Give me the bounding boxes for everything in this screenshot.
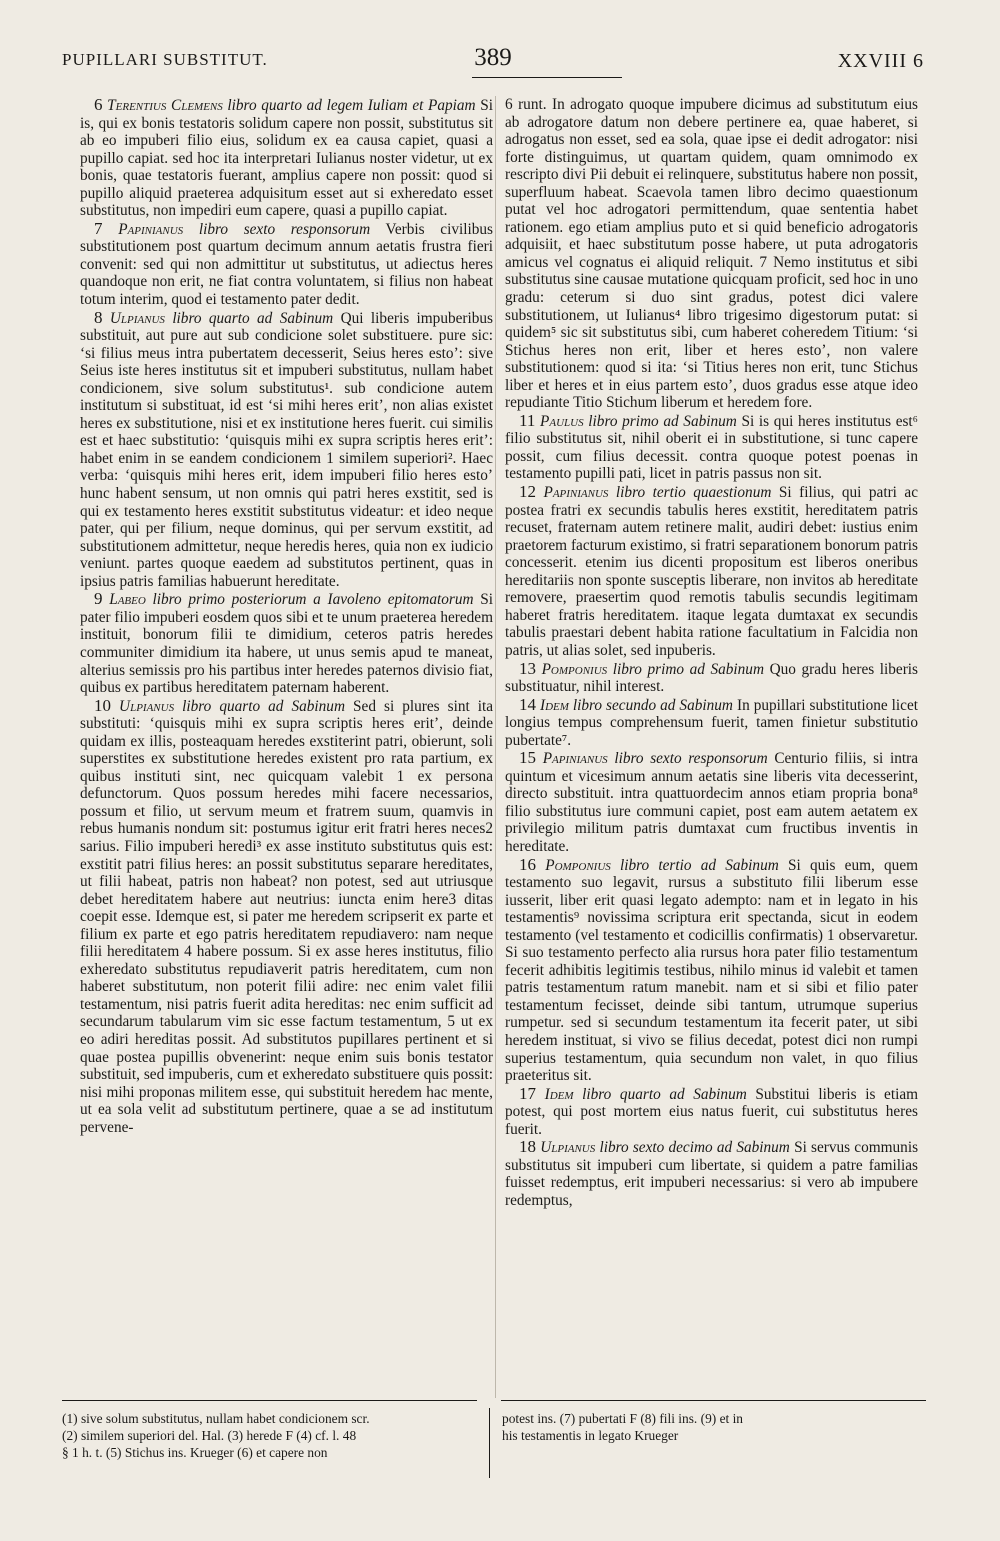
- fragment-text: Centurio filiis, si intra quintum et vicesimum annum aetatis sine liberis vita decesserint, directo substituit. intra quattuordecim annos etiam propria bona⁸ filio substitutus iure communi capiet, post eam autem aetatem ex privilegio militum patris dumtaxat cum fructibus inventis in hereditate.: [505, 750, 918, 855]
- fragment-6: 6 Terentius Clemens libro quarto ad legem Iuliam et Papiam Si is, qui ex bonis testatoris solidum capere non possit, substitutus sit ab eo impuberi filio eius, solidum ex ea causa capiet, quasi a pupillo capiat. sed hoc ita interpretari Iulianus noster videtur, ut ex bonis, quae testatoris fuerant, amplius capere non possit: quod si pupillo aliquid praeterea adquisitum esset aut si exheredato esset substitutus, non impediri eum capere, quasi a pupillo capiat.: [80, 95, 493, 220]
- fragment-author: Papinianus: [118, 220, 184, 238]
- fragment-15: 15 Papinianus libro sexto responsorum Centurio filiis, si intra quintum et vicesimum annum aetatis sine liberis vita decesserint, directo substituit. intra quattuordecim annos etiam propria bona⁸ filio substitutus iure communi capiet, post eam autem aetatem ex privilegio militum patris dumtaxat cum fructibus inventis in hereditate.: [505, 748, 918, 855]
- fragment-source: libro sexto responsorum: [614, 750, 768, 768]
- fragment-text: Si pater filio impuberi eosdem quos sibi et te unum praeterea heredem instituit, bonorum filii te dimidium, ceteros patris heredes communiter dimidium ita habere, ut unus semis apud te maneat, alterius semissis pro his partibus inter heredes paternos divisio fiat, quibus ex partibus hereditatem paternam haberent.: [80, 591, 493, 697]
- fragment-text: Qui liberis impuberibus substituit, aut pure aut sub condicione solet substituere. pure sic: ‘si filius meus intra pubertatem decesserit, Seius heres esto’: sive Seius iste heres institutus sit et impuberi substitutus, nullam habet condicionem, sive solum substitutus¹. sub condicione autem institutum si substituat, id est ‘si mihi heres erit’, non alias existet heres ex substitutione, nisi et ex institutione heres fuerit. cui similis est et haec substitutio: ‘quisquis mihi ex supra scriptis heres erit’: habet enim in se eandem condicionem 1 similem superiori². Haec verba: ‘quisquis mihi heres erit, idem impuberi filio heres esto’ hunc habent sensum, ut non omnis qui patri heres exstitit, sed is qui ex testamento heres exstitit substitutus videatur: et ideo neque pater, qui per filium, neque dominus, qui per servum exstitit, ad substitutionem admittetur, neque heredis heres, quia non ex iudicio veniunt. partes quoque eaedem ad substitutos pertinent, quas in ipsius patris familias habuerunt hereditate.: [80, 309, 494, 590]
- running-title: PUPILLARI SUBSTITUT.: [62, 50, 268, 69]
- fragment-source: libro quarto ad Sabinum: [582, 1085, 747, 1103]
- fragment-17: 17 Idem libro quarto ad Sabinum Substitui liberis is etiam potest, qui post mortem eius natus fuerit, cui substitutus heres fuerit.: [505, 1083, 919, 1138]
- fragment-source: libro tertio ad Sabinum: [620, 856, 779, 874]
- footnote-rule-right: [501, 1400, 926, 1401]
- footnote-line: potest ins. (7) pubertati F (8) fili ins. (9) et in: [502, 1411, 743, 1426]
- fragment-source: libro quarto ad Sabinum: [182, 697, 345, 715]
- fragment-text: Si is, qui ex bonis testatoris solidum capere non possit, substitutus sit ab eo impuberi filio eius, solidum ex ea causa capiet, quasi a pupillo capiat. sed hoc ita interpretari Iulianus noster videtur, ut ex bonis, quae testatoris fuerant, amplius capere non possit: quod si pupillo aliquid praeterea adquisitum esset aut si exheredato esset substitutus, non impediri eum capere, quasi a pupillo capiat.: [80, 97, 493, 220]
- fragment-author: Labeo: [109, 591, 146, 609]
- fragment-18: 18 Ulpianus libro sexto decimo ad Sabinum Si servus communis substitutus sit impuberi cum libertate, si quidem a patre familias fuisset redemptus, erit impuberi necessarius: si vero ab impubere redemptus,: [505, 1137, 919, 1209]
- fragment-author: Papinianus: [543, 484, 609, 502]
- fragment-source: libro quarto ad legem Iuliam et Papiam: [227, 97, 476, 114]
- footnotes-left: [62, 1410, 480, 1461]
- fragment-author: Pomponius: [545, 856, 611, 874]
- right-column: [505, 96, 918, 1209]
- page-number: 389: [474, 44, 512, 71]
- fragment-source: libro sexto responsorum: [198, 220, 371, 238]
- fragment-text: 6 runt. In adrogato quoque impubere dicimus ad substitutum eius ab adrogatore datum non debere pertinere ea, quae haberet, si adrogatus non esset, sed ea sola, quae ipse ei dedit adrogator: nisi forte distinguimus, ut quartam quidem, quam omnimodo ex rescripto divi Pii debuit ei relinquere, substitutus habere non possit, superfluum habeat. Scaevola tamen libro decimo quaestionum putat vel hoc adrogatori permittendum, quae sententia habet rationem. ego etiam amplius puto et si quid beneficio adrogatoris adquisiit, et haec substitutum posse habere, ut puta adrogatoris amicus vel cognatus ei aliquid reliquit. 7 Nemo institutus et sibi substitutus sine causae mutatione quicquam proficit, sed hoc in uno gradu: ceterum si duo sint gradus, potest dici valere substitutionem, ut Iulianus⁴ libro trigesimo digestorum putat: si quidem⁵ sic sit substitutus sibi, cum haberet coheredem Titium: ‘si Stichus heres non erit, liber et heres esto’, non valere substitutionem: quod si ita: ‘si Titius heres non erit, tunc Stichus liber et heres et in eius partem esto’, duos gradus esse atque ideo repudiante Titio Stichum liberum et heredem fore.: [505, 96, 918, 412]
- fragment-source: libro secundo ad Sabinum: [572, 696, 733, 714]
- fragment-10: 10 Ulpianus libro quarto ad Sabinum Sed si plures sint ita substituti: ‘quisquis mihi ex supra scriptis heres erit’, deinde quidam ex illis, posteaquam heredes exstiterint patri, obierunt, soli superstites ex substitutione heredes existent pro rata partium, ex quibus instituti sint, nec quicquam valebit 1 ex persona defunctorum. Quos possum heredes mihi facere necessarios, possum et filio, ut servum meum et fratrem suum, quamvis in rebus humanis nondum sit: postumus igitur erit fratri heres neces2 sarius. Filio impuberi heredi³ ex asse instituto substitutus quis est: exstitit patri filius heres: an possit substitutus separare hereditates, ut filii habeat, patris non habeat? non potest, sed aut utriusque debet hereditatem habere aut neutrius: iuncta enim here3 ditas coepit esse. Idemque est, si pater me heredem scripserit ex parte et filium ex parte et ego patris hereditatem repudiavero: nam neque filii hereditatem 4 habere possum. Si ex asse heres institutus, filio exheredato substitutus repudiaverit patris hereditatem, cum non haberet substitutum, non poterit filii adire: nec enim valet filii testamentum, nisi patris fuerit adita hereditas: nec enim sufficit ad secundarum tabularum vim sic esse factum testamentum, 5 ut ex eo adiri hereditas possit. Ad substitutos pupillares pertinent et si quae postea pupillis obvenerint: neque enim suis bonis testator substituit, sed impuberis, cum et exheredato substituere quis possit: nisi mihi proponas militem esse, qui substituit heredem hac mente, ut ea sola velit ad substitutum pertinere, quae a se ad institutum pervene-: [80, 695, 494, 1136]
- fragment-author: Papinianus: [542, 750, 608, 768]
- fragment-11: 11 Paulus libro primo ad Sabinum Si is qui heres institutus est⁶ filio substitutus sit, nihil oberit ei in substitutione, si tunc capere possit, cum filius decessit. contra quoque potest poenas in testamento pupilli pati, licet in patris passus non sit.: [505, 410, 919, 483]
- running-header: [62, 44, 924, 80]
- fragment-text: In pupillari substitutione licet longius tempus comprehensum fuerit, tamen finietur substitutio pubertate⁷.: [505, 696, 918, 749]
- fragment-text: Si servus communis substitutus sit impuberi cum libertate, si quidem a patre familias fuisset redemptus, erit impuberi necessarius: si vero ab impubere redemptus,: [505, 1139, 919, 1209]
- fragment-text: Substitui liberis is etiam potest, qui post mortem eius natus fuerit, cui substitutus heres fuerit.: [505, 1085, 919, 1138]
- fragment-author: Pomponius: [541, 660, 608, 678]
- footnote-line: § 1 h. t. (5) Stichus ins. Krueger (6) et capere non: [62, 1445, 328, 1460]
- fragment-12: 12 Papinianus libro tertio quaestionum Si filius, qui patri ac postea fratri ex secundis tabulis heres exstitit, hereditatem patris recuset, fraternam autem retinere malit, audiri debet: iustius enim praetorem facturum existimo, si fratri separationem bonorum patris concesserit. etenim ius dicenti propositum est liberos oneribus hereditariis non sponte susceptis liberare, non invitos ab hereditate removere, praesertim quod remotis tabulis secundis legitimam haberet fratris hereditatem. itaque legata dumtaxat ex secundis tabulis praestari debent habita ratione facultatium in Falcidia non patris, ut alias solet, sed inpuberis.: [505, 482, 918, 659]
- fragment-author: Ulpianus: [119, 697, 175, 715]
- fragment-14: 14 Idem libro secundo ad Sabinum In pupillari substitutione licet longius tempus comprehensum fuerit, tamen finietur substitutio pubertate⁷.: [505, 694, 918, 749]
- fragment-author: Idem: [539, 696, 569, 714]
- fragment-source: libro tertio quaestionum: [615, 484, 772, 502]
- fragment-source: libro primo ad Sabinum: [588, 412, 737, 430]
- footnote-divider: [489, 1408, 490, 1478]
- left-column: [80, 96, 493, 1136]
- fragment-source: libro quarto ad Sabinum: [172, 309, 334, 327]
- footnote-line: (1) sive solum substitutus, nullam habet condicionem scr.: [62, 1411, 370, 1426]
- footnote-line: (2) similem superiori del. Hal. (3) herede F (4) cf. l. 48: [62, 1428, 357, 1443]
- column-divider: [495, 96, 496, 1398]
- fragment-source: libro primo posteriorum a Iavoleno epitomatorum: [152, 591, 474, 609]
- fragment-8: 8 Ulpianus libro quarto ad Sabinum Qui liberis impuberibus substituit, aut pure aut sub condicione solet substituere. pure sic: ‘si filius meus intra pubertatem decesserit, Seius heres esto’: sive Seius iste heres institutus sit et impuberi substitutus, nullam habet condicionem, sive solum substitutus¹. sub condicione autem institutum si substituat, id est ‘si mihi heres erit’, non alias existet heres ex substitutione, nisi et ex institutione heres fuerit. cui similis est et haec substitutio: ‘quisquis mihi ex supra scriptis heres erit’: habet enim in se eandem condicionem 1 similem superiori². Haec verba: ‘quisquis mihi heres erit, idem impuberi filio heres esto’ hunc habent sensum, ut non omnis qui patri heres exstitit, sed is qui ex testamento heres exstitit substitutus videatur: et ideo neque pater, qui per filium, neque dominus, qui per servum exstitit, ad substitutionem admittetur, neque heredis heres, quia non ex iudicio veniunt. partes quoque eaedem ad substitutos pertinent, quas in ipsius patris familias habuerunt hereditate.: [80, 307, 494, 590]
- footnote-rule-left: [62, 1400, 477, 1401]
- fragment-10-continued: [505, 96, 918, 412]
- footnote-line: his testamentis in legato Krueger: [502, 1428, 679, 1443]
- fragment-13: 13 Pomponius libro primo ad Sabinum Quo gradu heres liberis substituatur, nihil interest.: [505, 658, 918, 696]
- fragment-text: Sed si plures sint ita substituti: ‘quisquis mihi ex supra scriptis heres erit’, deinde quidam ex illis, posteaquam heredes exstiterint patri, obierunt, soli superstites ex substitutione heredes existent pro rata partium, ex quibus instituti sint, nec quicquam valebit 1 ex persona defunctorum. Quos possum heredes mihi facere necessarios, possum et filio, ut servum meum et fratrem suum, quamvis in rebus humanis nondum sit: postumus igitur erit fratri heres neces2 sarius. Filio impuberi heredi³ ex asse instituto substitutus quis est: exstitit patri filius heres: an possit substitutus separare hereditates, ut filii habeat, patris non habeat? non potest, sed aut utriusque debet hereditatem habere aut neutrius: iuncta enim here3 ditas coepit esse. Idemque est, si pater me heredem scripserit ex parte et filium ex parte et ego patris hereditatem repudiavero: nam neque filii hereditatem 4 habere possum. Si ex asse heres institutus, filio exheredato substitutus repudiaverit patris hereditatem, cum non haberet substitutum, non poterit filii adire: nec enim valet filii testamentum, nisi patris fuerit adita hereditas: nec enim sufficit ad secundarum tabularum vim sic esse factum testamentum, 5 ut ex eo adiri hereditas possit. Ad substitutos pupillares pertinent et si quae postea pupillis obvenerint: neque enim suis bonis testator substituit, sed impuberis, cum et exheredato substituere quis possit: nisi mihi proponas militem esse, qui substituit heredem hac mente, ut ea sola velit ad substitutum pertinere, quae a se ad institutum pervene-: [80, 697, 494, 1136]
- fragment-author: Ulpianus: [540, 1139, 596, 1157]
- fragment-author: Idem: [544, 1085, 574, 1103]
- footnotes-right: [502, 1410, 926, 1444]
- fragment-16: 16 Pomponius libro tertio ad Sabinum Si quis eum, quem testamento suo legavit, rursus a substituto filii liberum esse iusserit, liber erit quasi legato adempto: nam et in legato in his testamentis⁹ novissima scriptura erit spectanda, sicut in eodem testamento (vel testamento et codicillis confirmatis) 1 observaretur. Si suo testamento perfecto alia rursus hora pater filio testamentum fecerit adhibitis legitimis testibus, nihilo minus id valebit et tamen patris testamentum ratum manebit. nam et si sibi et filio pater testamentum fecisset, deinde sibi tantum, utrumque superius rumpetur. sed si secundum testamentum ita fecerit pater, ut sibi heredem instituat, si vivo se filius decedat, potest dici non rumpi superius testamentum, quia secundum non valet, in quo filius praeteritus sit.: [505, 854, 919, 1085]
- header-rule: [472, 77, 622, 78]
- fragment-9: 9 Labeo libro primo posteriorum a Iavoleno epitomatorum Si pater filio impuberi eosdem quos sibi et te unum praeterea heredem instituit, bonorum filii te dimidium, ceteros patris heredes communiter dimidium ita habere, ut unus semis apud te maneat, alterius semissis pro his partibus inter heredes paternos divisio fiat, quibus ex partibus hereditatem paternam haberent.: [80, 589, 493, 697]
- fragment-author: Ulpianus: [109, 309, 165, 327]
- fragment-text: Si quis eum, quem testamento suo legavit, rursus a substituto filii liberum esse iusserit, liber erit quasi legato adempto: nam et in legato in his testamentis⁹ novissima scriptura erit spectanda, sicut in eodem testamento (vel testamento et codicillis confirmatis) 1 observaretur. Si suo testamento perfecto alia rursus hora pater filio testamentum fecerit adhibitis legitimis testibus, nihilo minus id valebit et tamen patris testamentum ratum manebit. nam et si sibi et filio pater testamentum fecisset, deinde sibi tantum, utrumque superius rumpetur. sed si secundum testamentum ita fecerit pater, ut sibi heredem instituat, si vivo se filius decedat, potest dici non rumpi superius testamentum, quia secundum non valet, in quo filius praeteritus sit.: [505, 856, 919, 1085]
- fragment-text: Verbis civilibus substitutionem post quartum decimum annum aetatis frustra fieri convenit: sed qui non admittitur ut substitutus, ut adiectus heres quandoque non erit, ne fiat contra voluntatem, si filius non habeat totum interim, quod ei testamento pater dedit.: [80, 220, 493, 309]
- section-reference: XXVIII 6: [837, 50, 924, 72]
- fragment-7: 7 Papinianus libro sexto responsorum Verbis civilibus substitutionem post quartum decimum annum aetatis frustra fieri convenit: sed qui non admittitur ut substitutus, ut adiectus heres quandoque non erit, ne fiat contra voluntatem, si filius non habeat totum interim, quod ei testamento pater dedit.: [80, 218, 493, 309]
- fragment-source: libro primo ad Sabinum: [612, 660, 765, 678]
- fragment-source: libro sexto decimo ad Sabinum: [599, 1139, 790, 1157]
- fragment-text: Quo gradu heres liberis substituatur, nihil interest.: [505, 660, 918, 696]
- fragment-author: Paulus: [540, 412, 584, 430]
- fragment-text: Si is qui heres institutus est⁶ filio substitutus sit, nihil oberit ei in substitutione, si tunc capere possit, cum filius decessit. contra quoque potest poenas in testamento pupilli pati, licet in patris passus non sit.: [505, 412, 919, 483]
- fragment-text: Si filius, qui patri ac postea fratri ex secundis tabulis heres exstitit, hereditatem patris recuset, fraternam autem retinere malit, audiri debet: iustius enim praetorem facturum existimo, si fratri separationem bonorum patris concesserit. etenim ius dicenti propositum est liberos oneribus hereditariis non sponte susceptis liberare, non invitos ab hereditate removere, praesertim quod remotis tabulis secundis legitimam haberet fratris hereditatem. itaque legata dumtaxat ex secundis tabulis praestari debent habita ratione facultatium in Falcidia non patris, ut alias solet, sed inpuberis.: [505, 484, 918, 659]
- fragment-author: Terentius Clemens: [107, 97, 223, 114]
